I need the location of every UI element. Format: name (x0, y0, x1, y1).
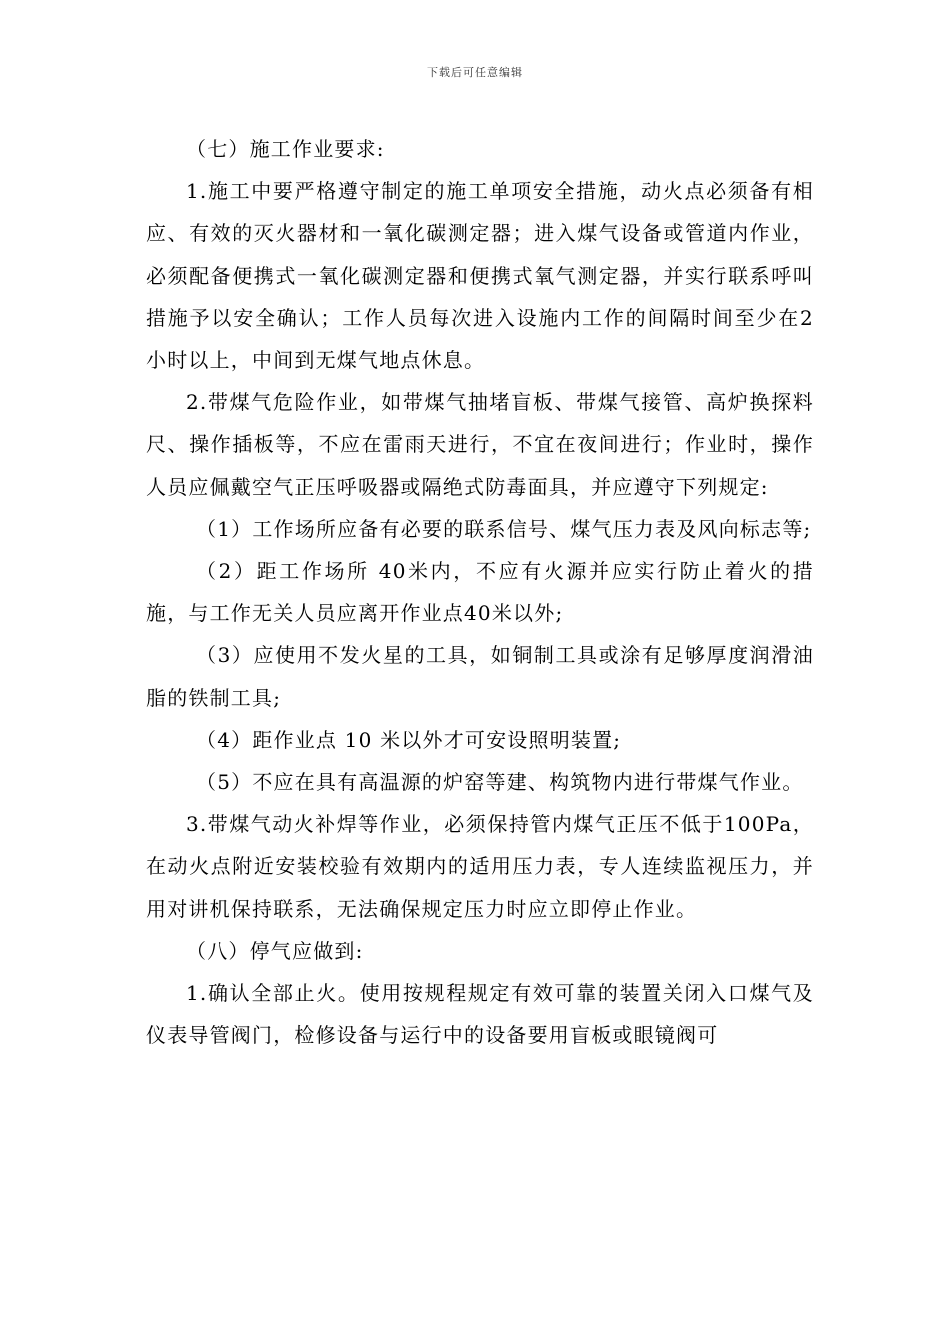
page-header: 下载后可任意编辑 (427, 66, 523, 79)
list-item: （3）应使用不发火星的工具，如铜制工具或涂有足够厚度润滑油脂的铁制工具; (146, 643, 814, 710)
paragraph: 1.确认全部止火。使用按规程规定有效可靠的装置关闭入口煤气及仪表导管阀门，检修设备与运行中的设备要用盲板或眼镜阀可 (146, 981, 814, 1048)
list-item: （2）距工作场所 40米内，不应有火源并应实行防止着火的措施，与工作无关人员应离开作业点40米以外; (146, 559, 814, 626)
section-heading-7: （七）施工作业要求: (186, 137, 385, 161)
paragraph: 1.施工中要严格遵守制定的施工单项安全措施，动火点必须备有相应、有效的灭火器材和一氧化碳测定器；进入煤气设备或管道内作业，必须配备便携式一氧化碳测定器和便携式氧气测定器，并实行联系呼叫措施予以安全确认；工作人员每次进入设施内工作的间隔时间至少在2小时以上，中间到无煤气地点休息。 (146, 179, 814, 373)
list-item: （1）工作场所应备有必要的联系信号、煤气压力表及风向标志等; (196, 516, 812, 541)
paragraph: 2.带煤气危险作业，如带煤气抽堵盲板、带煤气接管、高炉换探料尺、操作插板等，不应在雷雨天进行，不宜在夜间进行；作业时，操作人员应佩戴空气正压呼吸器或隔绝式防毒面具，并应遵守下列规定: (146, 390, 814, 499)
document-body (146, 128, 814, 1056)
paragraph: 3.带煤气动火补焊等作业，必须保持管内煤气正压不低于100Pa，在动火点附近安装校验有效期内的适用压力表，专人连续监视压力，并用对讲机保持联系，无法确保规定压力时应立即停止作业。 (146, 812, 814, 921)
list-item: （5）不应在具有高温源的炉窑等建、构筑物内进行带煤气作业。 (196, 770, 804, 795)
section-heading-8: （八）停气应做到: (186, 938, 364, 963)
list-item: （4）距作业点 10 米以外才可安设照明装置; (196, 727, 622, 752)
